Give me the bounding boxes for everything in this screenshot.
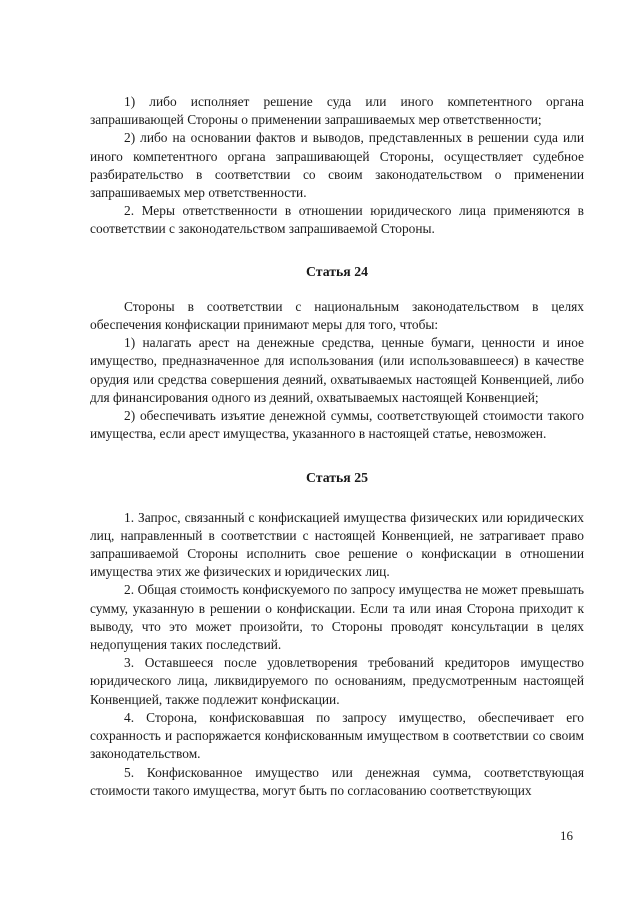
page-number: 16 xyxy=(560,828,573,843)
paragraph-top-2: 2) либо на основании фактов и выводов, представленных в решении суда или иного компетентного органа запрашивающей Стороны, осуществляет судебное разбирательство в соответствии со своим законодательством о применении запрашиваемых мер ответственности. xyxy=(90,130,584,201)
page-body xyxy=(90,93,584,800)
paragraph-top-1: 1) либо исполняет решение суда или иного компетентного органа запрашивающей Стороны о применении запрашиваемых мер ответственности; xyxy=(90,94,584,128)
article-24-paragraph-2: 1) налагать арест на денежные средства, ценные бумаги, ценности и иное имущество, предназначенное для использования (или использовавшееся) в качестве орудия или средства совершения деяний, охватываемых настоящей Конвенцией, либо для финансирования одного из деяний, охватываемых настоящей Конвенцией; xyxy=(90,335,584,405)
article-25-paragraph-1: 1. Запрос, связанный с конфискацией имущества физических или юридических лиц, направленный в соответствии с настоящей Конвенцией, не затрагивает право запрашиваемой Стороны исполнить свое решение о конфискации в отношении имущества этих же физических и юридических лиц. xyxy=(90,509,584,580)
article-24-paragraph-1: Стороны в соответствии с национальным законодательством в целях обеспечения конфискации принимают меры для того, чтобы: xyxy=(90,298,584,333)
article-24-heading: Статья 24 xyxy=(305,263,369,279)
article-25-paragraph-2: 2. Общая стоимость конфискуемого по запросу имущества не может превышать сумму, указанную в решении о конфискации. Если та или иная Сторона приходит к выводу, что это может произойти, то Стороны проводят консультации в целях недопущения таких последствий. xyxy=(90,582,584,653)
article-25-paragraph-3: 3. Оставшееся после удовлетворения требований кредиторов имущество юридического лица, ликвидируемого по основаниям, предусмотренным настоящей Конвенцией, также подлежит конфискации. xyxy=(90,655,584,707)
paragraph-top-3: 2. Меры ответственности в отношении юридического лица применяются в соответствии с законодательством запрашиваемой Стороны. xyxy=(90,203,584,237)
article-25-paragraph-5: 5. Конфискованное имущество или денежная сумма, соответствующая стоимости такого имущества, могут быть по согласованию соответствующих xyxy=(90,764,584,798)
article-25-heading: Статья 25 xyxy=(305,470,369,486)
article-25-paragraph-4: 4. Сторона, конфисковавшая по запросу имущество, обеспечивает его сохранность и распоряжается конфискованным имуществом в соответствии со своим законодательством. xyxy=(90,709,584,762)
article-24-paragraph-3: 2) обеспечивать изъятие денежной суммы, соответствующей стоимости такого имущества, если арест имущества, указанного в настоящей статье, невозможен. xyxy=(90,408,584,442)
